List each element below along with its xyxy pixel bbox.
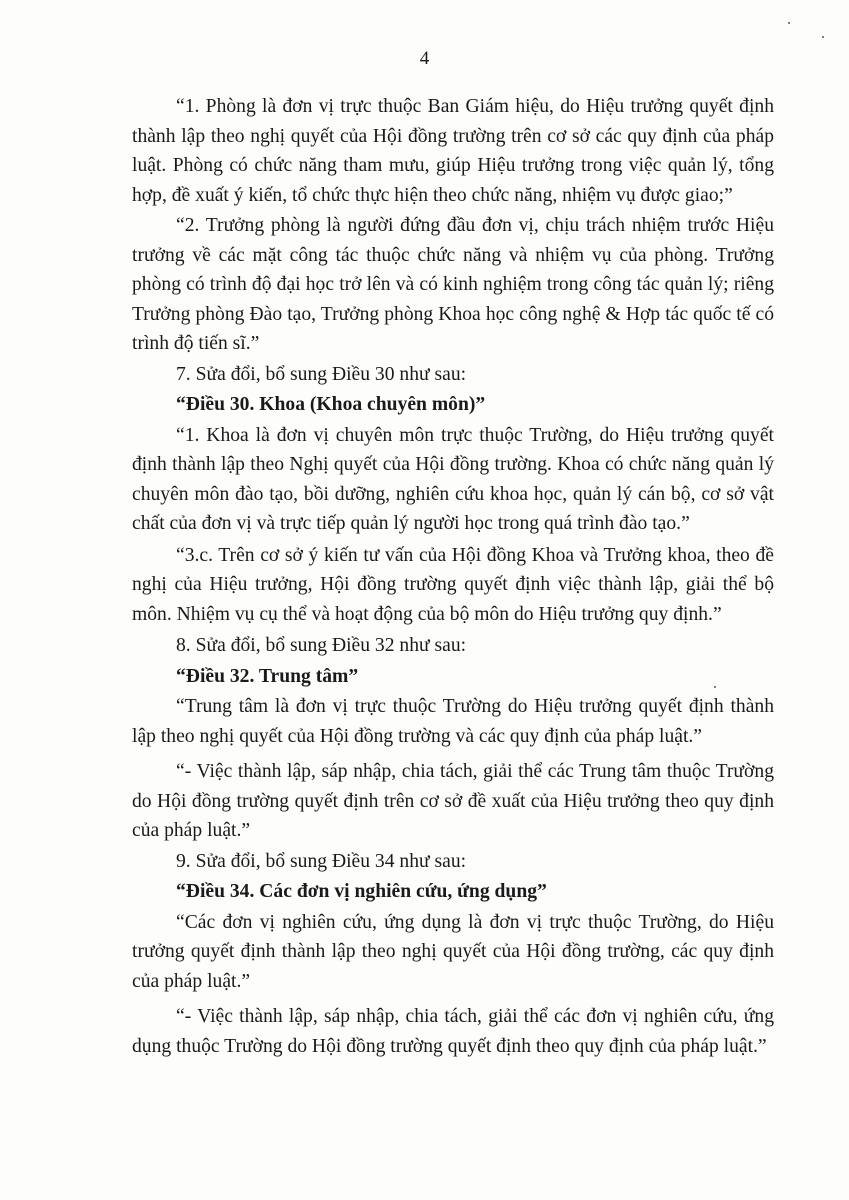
article-30-clause-1: “1. Khoa là đơn vị chuyên môn trực thuộc Trường, do Hiệu trưởng quyết định thành lập theo Nghị quyết của Hội đồng trường. Khoa có chức năng quản lý chuyên môn đào tạo, bồi dưỡng, nghiên cứu khoa học, quản lý cán bộ, cơ sở vật chất của đơn vị và trực tiếp quản lý người học trong quá trình đào tạo.” bbox=[132, 424, 774, 534]
article-32-bullet: “- Việc thành lập, sáp nhập, chia tách, giải thể các Trung tâm thuộc Trường do Hội đồng trường quyết định trên cơ sở đề xuất của Hiệu trưởng theo quy định của pháp luật.” bbox=[132, 761, 774, 841]
amendment-8-heading: 8. Sửa đổi, bổ sung Điều 32 như sau: bbox=[176, 635, 467, 656]
article-34-text: “Các đơn vị nghiên cứu, ứng dụng là đơn vị trực thuộc Trường, do Hiệu trưởng quyết định thành lập theo nghị quyết của Hội đồng trường, các quy định của pháp luật.” bbox=[132, 911, 774, 992]
clause-1-phong: “1. Phòng là đơn vị trực thuộc Ban Giám hiệu, do Hiệu trưởng quyết định thành lập theo nghị quyết của Hội đồng trường trên cơ sở các quy định của pháp luật. Phòng có chức năng tham mưu, giúp Hiệu trưởng trong việc quản lý, tổng hợp, đề xuất ý kiến, tổ chức thực hiện theo chức năng, nhiệm vụ được giao;” bbox=[132, 96, 774, 206]
article-32-text: “Trung tâm là đơn vị trực thuộc Trường do Hiệu trưởng quyết định thành lập theo nghị quyết của Hội đồng trường và các quy định của pháp luật.” bbox=[132, 696, 774, 747]
amendment-7-heading: 7. Sửa đổi, bổ sung Điều 30 như sau: bbox=[176, 363, 467, 385]
scan-speck bbox=[822, 36, 824, 38]
article-30-title: “Điều 30. Khoa (Khoa chuyên môn)” bbox=[176, 394, 486, 415]
scan-speck bbox=[788, 22, 790, 24]
scan-speck bbox=[714, 686, 716, 688]
amendment-9-heading: 9. Sửa đổi, bổ sung Điều 34 như sau: bbox=[176, 850, 467, 872]
article-30-clause-3c: “3.c. Trên cơ sở ý kiến tư vấn của Hội đồng Khoa và Trưởng khoa, theo đề nghị của Hiệu trưởng, Hội đồng trường quyết định việc thành lập, giải thể bộ môn. Nhiệm vụ cụ thể và hoạt động của bộ môn do Hiệu trưởng quy định.” bbox=[132, 544, 774, 625]
article-34-title: “Điều 34. Các đơn vị nghiên cứu, ứng dụng” bbox=[176, 881, 547, 902]
clause-2-truong-phong: “2. Trưởng phòng là người đứng đầu đơn vị, chịu trách nhiệm trước Hiệu trưởng về các mặt công tác thuộc chức năng và nhiệm vụ của phòng. Trưởng phòng có trình độ đại học trở lên và có kinh nghiệm trong công tác quản lý; riêng Trưởng phòng Đào tạo, Trưởng phòng Khoa học công nghệ & Hợp tác quốc tế có trình độ tiến sĩ.” bbox=[132, 215, 774, 354]
document-body bbox=[132, 92, 774, 1062]
article-34-bullet: “- Việc thành lập, sáp nhập, chia tách, giải thể các đơn vị nghiên cứu, ứng dụng thuộc Trường do Hội đồng trường quyết định theo quy định của pháp luật.” bbox=[132, 1006, 774, 1057]
page-number: 4 bbox=[419, 48, 430, 69]
article-32-title: “Điều 32. Trung tâm” bbox=[176, 665, 359, 687]
